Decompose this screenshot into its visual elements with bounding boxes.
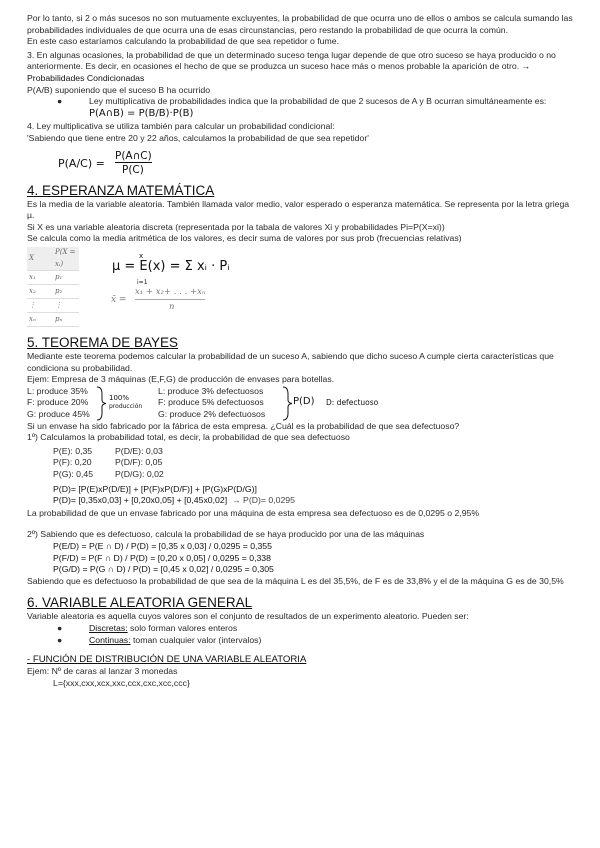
handwritten-note: D: defectuoso: [326, 397, 379, 407]
machine-defect-rate: G: produce 2% defectuosos: [158, 408, 266, 419]
sum-lower-limit: i=1: [137, 278, 148, 286]
bullet-icon: ●: [57, 634, 63, 645]
handwritten-conditional-formula: P(A/C) = P(A∩C) P(C): [58, 149, 152, 176]
section-paragraph: 1º) Calculamos la probabilidad total, es decir, la probabilidad de que sea defectuoso: [27, 432, 350, 443]
section-paragraph: Se calcula como la media aritmética de los valores, es decir suma de valores por sus prob (frecuencias relativas): [27, 233, 462, 244]
sum-upper-limit: x: [139, 251, 144, 260]
section-paragraph: Ejem: Empresa de 3 máquinas (E,F,G) de producción de envases para botellas.: [27, 374, 335, 385]
machine-defect-rate: L: produce 3% defectuosos: [158, 385, 264, 396]
machine-defect-rate: F: produce 5% defectuosos: [158, 397, 264, 408]
list-item: ● Ley multiplicativa de probabilidades indica que la probabilidad de que 2 sucesos de A y B ocurran simultáneamente es: P(A∩B) = P(B/B)·P(B): [57, 96, 547, 119]
intro-paragraph: En este caso estaríamos calculando la probabilidad de que sea repetidor o fume.: [27, 36, 339, 47]
machines-block: [27, 386, 575, 421]
section-title: 6. VARIABLE ALEATORIA GENERAL: [27, 595, 253, 611]
section-paragraph: Sabiendo que es defectuoso la probabilidad de que sea de la máquina L es del 35,5%, de F es de 33,8% y el de la máquina G es de 30,5%: [27, 575, 564, 586]
section-paragraph: Mediante este teorema podemos calcular la probabilidad de un suceso A, sabiendo que dicho suceso A cumple cierta características que condiciona su probabilidad.: [27, 350, 554, 373]
intro-paragraph: Por lo tanto, si 2 o más sucesos no son mutuamente excluyentes, la probabilidad de que ocurra uno de ellos o ambos se calcula sumando las probabilidades individuales de que ocurra una de esas circunstancias, pero restando la probabilidad de que ocurra la común.: [27, 13, 573, 35]
probability-table: X P(X = xᵢ) x₁ p₁ x₂ p₂ ⋮ ⋮ xₙ pₙ: [27, 247, 79, 327]
section-paragraph: Si un envase ha sido fabricado por la fábrica de esta empresa. ¿Cuál es la probabilidad de que sea defectuoso?: [27, 420, 460, 431]
mean-formula-lhs: x̄ =: [111, 294, 127, 305]
brace-icon: [95, 386, 107, 421]
handwritten-note: P(D): [293, 395, 315, 407]
bayes-formulas: P(E/D) = P(E ∩ D) / P(D) = [0,35 x 0,03] / 0,0295 = 0,355 P(F/D) = P(F ∩ D) / P(D) = [0,20 x 0,05] / 0,0295 = 0,338 P(G/D) = P(G ∩ D) / P(D) = [0,45 x 0,02] / 0,0295 = 0,305: [53, 541, 274, 575]
section-paragraph: 2º) Sabiendo que es defectuoso, calcula la probabilidad de se haya producido por una de las máquinas: [27, 529, 425, 540]
expectation-block: [27, 247, 575, 333]
list-item: ● Discretas: solo forman valores enteros: [57, 623, 238, 633]
bullet-icon: ●: [57, 623, 63, 633]
intro-paragraph: 4. Ley multiplicativa se utiliza también para calcular un probabilidad condicional:: [27, 121, 335, 132]
intro-paragraph: P(A/B) suponiendo que el suceso B ha ocurrido: [27, 84, 211, 95]
handwritten-formula: P(A∩B) = P(B/B)·P(B): [89, 107, 194, 119]
list-item: ● Continuas: toman cualquier valor (intervalos): [57, 634, 262, 645]
machine-share: F: produce 20%: [27, 397, 89, 408]
handwritten-mu-formula: µ = E(x) = Σ xᵢ · Pᵢ: [112, 258, 230, 274]
intro-paragraph: 3. En algunas ocasiones, la probabilidad de que un determinado suceso tenga lugar depende de que otro suceso se haya producido o no anteriormente. Es decir, en ocasiones el hecho de que se produzca un suceso hace más o menos probable la aparición de otro. → Probabilidades Condicionadas: [27, 49, 556, 83]
handwritten-note: 100%: [109, 393, 130, 402]
handwritten-note: producción: [109, 402, 143, 410]
section-paragraph: Es la media de la variable aleatoria. También llamada valor medio, valor esperado o esperanza matemática. Se representa por la letra griega µ.: [27, 198, 570, 221]
section-paragraph: Variable aleatoria es aquella cuyos valores son el conjunto de resultados de un experimento aleatorio. Pueden ser:: [27, 611, 469, 622]
section-title: 4. ESPERANZA MATEMÁTICA: [27, 182, 215, 198]
brace-icon: [281, 386, 293, 421]
intro-paragraph: 'Sabiendo que tiene entre 20 y 22 años, calculamos la probabilidad de que sea repetidor': [27, 132, 369, 143]
machine-share: G: produce 45%: [27, 408, 90, 419]
section-title: 5. TEOREMA DE BAYES: [27, 334, 179, 350]
bullet-icon: ●: [57, 96, 63, 107]
document-page: [27, 13, 575, 689]
total-probability-formulas: P(D)= [P(E)xP(D/E)] + [P(F)xP(D/F)] + [P(G)xP(D/G)] P(D)= [0,35x0,03] + [0,20x0,05] + [0,45x0,02] → P(D)= 0,0295: [53, 483, 295, 506]
machine-share: L: produce 35%: [27, 385, 88, 396]
section-paragraph: La probabilidad de que un envase fabricado por una máquina de esta empresa sea defectuoso es de 0,0295 o 2,95%: [27, 507, 480, 518]
sample-space: L={xxx,cxx,xcx,xxc,ccx,cxc,xcc,ccc}: [53, 677, 190, 688]
conditional-link-text: → Probabilidades Condicionadas: [27, 61, 531, 83]
probabilities-list: P(E): 0,35 P(D/E): 0,03 P(F): 0,20 P(D/F): 0,05 P(G): 0,45 P(D/G): 0,02: [53, 445, 164, 480]
mean-formula-numerator: x₁ + x₂+ . . . +xₙ: [135, 287, 205, 300]
mean-formula-denominator: n: [169, 301, 175, 312]
section-paragraph: Si X es una variable aleatoria discreta (representada por la tabala de valores Xi y probabilidades Pi=P(X=xi)): [27, 221, 445, 232]
section-paragraph: Ejem: Nº de caras al lanzar 3 monedas: [27, 666, 178, 677]
subsection-title: - FUNCIÓN DE DISTRIBUCIÓN DE UNA VARIABLE ALEATORIA: [27, 654, 307, 666]
